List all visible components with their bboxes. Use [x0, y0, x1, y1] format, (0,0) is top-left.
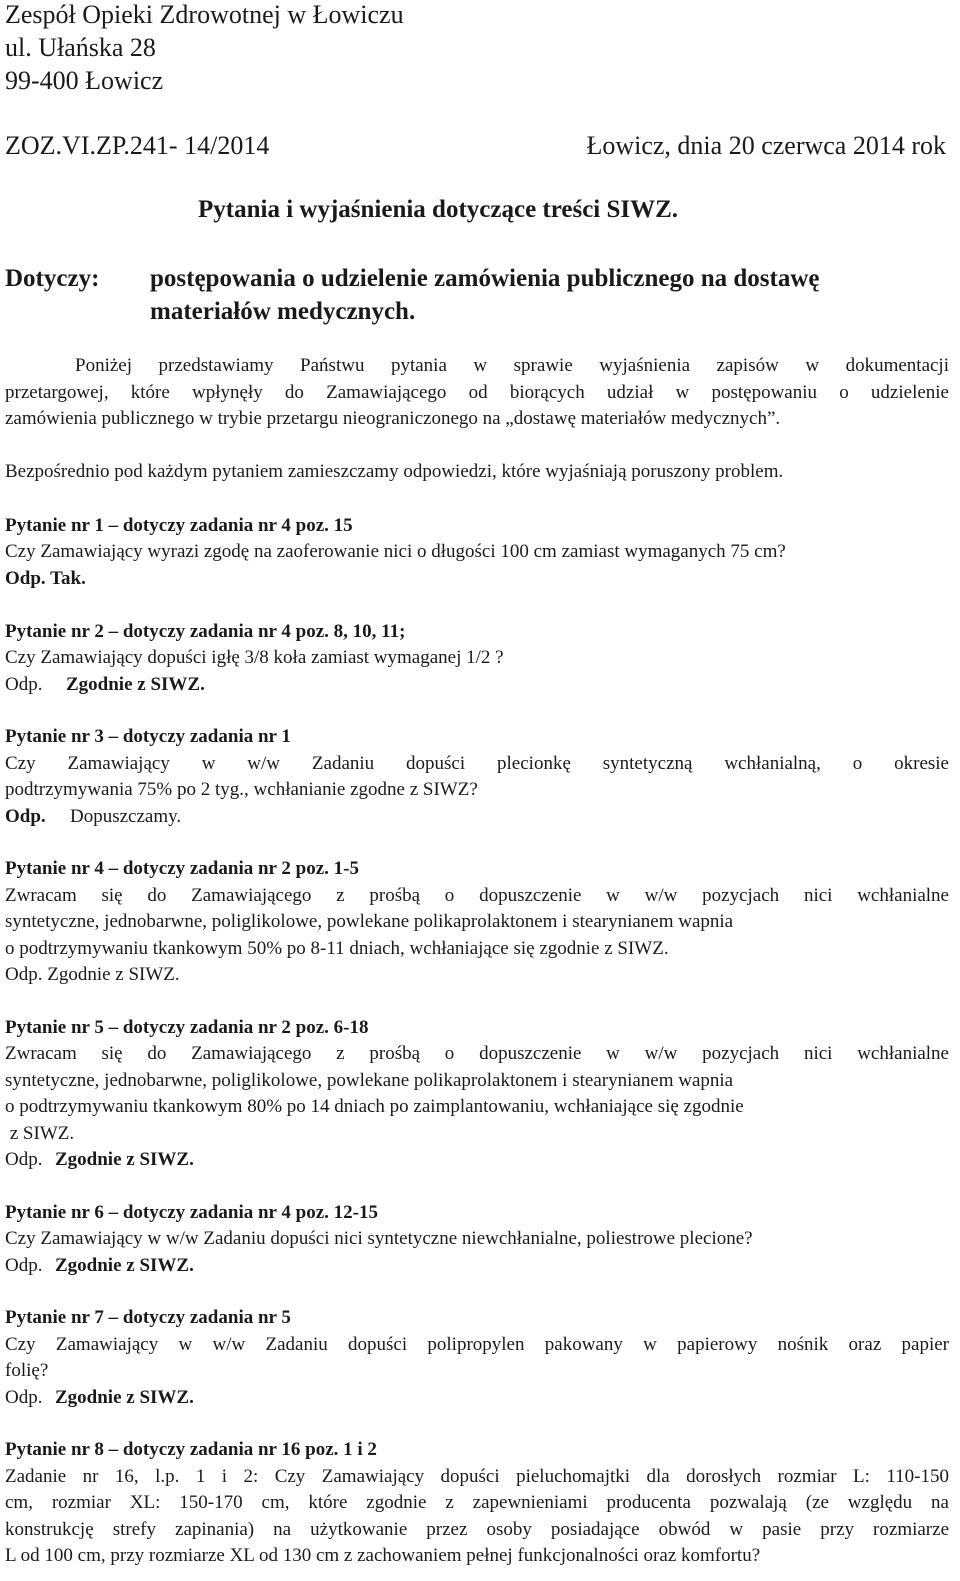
- org-name: Zespół Opieki Zdrowotnej w Łowiczu: [5, 0, 404, 29]
- question-4-heading: Pytanie nr 4 – dotyczy zadania nr 2 poz. 1-5: [5, 858, 359, 879]
- question-7-text-2: folię?: [5, 1360, 49, 1381]
- document-date: Łowicz, dnia 20 czerwca 2014 rok: [586, 131, 946, 160]
- question-8-heading: Pytanie nr 8 – dotyczy zadania nr 16 poz. 1 i 2: [5, 1439, 377, 1460]
- intro-line-4: Bezpośrednio pod każdym pytaniem zamieszczamy odpowiedzi, które wyjaśniają poruszony problem.: [5, 461, 784, 482]
- question-2-text: Czy Zamawiający dopuści igłę 3/8 koła zamiast wymaganej 1/2 ?: [5, 647, 504, 668]
- question-3-answer-label: Odp.: [5, 806, 46, 827]
- question-5-text-2: syntetyczne, jednobarwne, poliglikolowe, powlekane polikaprolaktonem i stearynianem wapnia: [5, 1070, 734, 1091]
- question-8-text-3: konstrukcję strefy zapinania) na użytkowanie przez osoby posiadające obwód w pasie przy rozmiarze: [5, 1519, 949, 1540]
- reference-number: ZOZ.VI.ZP.241- 14/2014: [5, 131, 270, 160]
- question-7-text-1: Czy Zamawiający w w/w Zadaniu dopuści polipropylen pakowany w papierowy nośnik oraz papier: [5, 1334, 949, 1355]
- question-5-answer: Zgodnie z SIWZ.: [55, 1149, 194, 1170]
- org-city: 99-400 Łowicz: [5, 66, 164, 95]
- question-2-answer-label: Odp.: [5, 674, 43, 695]
- subject-line-2: materiałów medycznych.: [150, 298, 416, 325]
- question-6-text: Czy Zamawiający w w/w Zadaniu dopuści nici syntetyczne niewchłanialne, poliestrowe plecione?: [5, 1228, 753, 1249]
- question-5-answer-label: Odp.: [5, 1149, 43, 1170]
- question-4-text-2: syntetyczne, jednobarwne, poliglikolowe, powlekane polikaprolaktonem i stearynianem wapnia: [5, 911, 734, 932]
- subject-label: Dotyczy:: [5, 265, 100, 292]
- question-1-answer: Odp. Tak.: [5, 568, 86, 589]
- question-6-heading: Pytanie nr 6 – dotyczy zadania nr 4 poz. 12-15: [5, 1202, 378, 1223]
- subject-line-1: postępowania o udzielenie zamówienia publicznego na dostawę: [150, 265, 820, 292]
- question-7-answer: Zgodnie z SIWZ.: [55, 1387, 194, 1408]
- question-4-answer: Odp. Zgodnie z SIWZ.: [5, 964, 180, 985]
- question-3-answer: Dopuszczamy.: [70, 806, 182, 827]
- question-1-text: Czy Zamawiający wyrazi zgodę na zaoferowanie nici o długości 100 cm zamiast wymaganych 75 cm?: [5, 541, 786, 562]
- question-2-answer: Zgodnie z SIWZ.: [66, 674, 205, 695]
- question-5-text-4: z SIWZ.: [5, 1123, 75, 1144]
- question-2-heading: Pytanie nr 2 – dotyczy zadania nr 4 poz. 8, 10, 11;: [5, 621, 406, 642]
- question-6-answer-label: Odp.: [5, 1255, 43, 1276]
- intro-line-3: zamówienia publicznego w trybie przetargu nieograniczonego na „dostawę materiałów medycznych”.: [5, 408, 781, 429]
- question-7-heading: Pytanie nr 7 – dotyczy zadania nr 5: [5, 1307, 291, 1328]
- question-8-text-2: cm, rozmiar XL: 150-170 cm, które zgodnie z zapewnieniami producenta pozwalają (ze względu na: [5, 1492, 949, 1513]
- question-4-text-1: Zwracam się do Zamawiającego z prośbą o dopuszczenie w w/w pozycjach nici wchłanialne: [5, 885, 949, 906]
- question-7-answer-label: Odp.: [5, 1387, 43, 1408]
- question-5-heading: Pytanie nr 5 – dotyczy zadania nr 2 poz. 6-18: [5, 1017, 369, 1038]
- question-4-text-3: o podtrzymywaniu tkankowym 50% po 8-11 dniach, wchłaniające się zgodnie z SIWZ.: [5, 938, 669, 959]
- question-3-text-2: podtrzymywania 75% po 2 tyg., wchłanianie zgodne z SIWZ?: [5, 779, 478, 800]
- question-3-text-1: Czy Zamawiający w w/w Zadaniu dopuści plecionkę syntetyczną wchłanialną, o okresie: [5, 753, 949, 774]
- question-3-heading: Pytanie nr 3 – dotyczy zadania nr 1: [5, 726, 291, 747]
- intro-line-2: przetargowej, które wpłynęły do Zamawiającego od biorących udział w postępowaniu o udzielenie: [5, 382, 949, 403]
- question-1-heading: Pytanie nr 1 – dotyczy zadania nr 4 poz. 15: [5, 515, 353, 536]
- question-6-answer: Zgodnie z SIWZ.: [55, 1255, 194, 1276]
- question-5-text-3: o podtrzymywaniu tkankowym 80% po 14 dniach po zaimplantowaniu, wchłaniające się zgodnie: [5, 1096, 744, 1117]
- question-5-text-1: Zwracam się do Zamawiającego z prośbą o dopuszczenie w w/w pozycjach nici wchłanialne: [5, 1043, 949, 1064]
- org-street: ul. Ułańska 28: [5, 33, 156, 62]
- question-8-text-4: L od 100 cm, przy rozmiarze XL od 130 cm z zachowaniem pełnej funkcjonalności oraz komfortu?: [5, 1545, 761, 1566]
- intro-line-1: Poniżej przedstawiamy Państwu pytania w sprawie wyjaśnienia zapisów w dokumentacji: [75, 355, 949, 376]
- document-title: Pytania i wyjaśnienia dotyczące treści SIWZ.: [198, 196, 679, 223]
- question-8-text-1: Zadanie nr 16, l.p. 1 i 2: Czy Zamawiający dopuści pieluchomajtki dla dorosłych rozmiar L: 110-150: [5, 1466, 949, 1487]
